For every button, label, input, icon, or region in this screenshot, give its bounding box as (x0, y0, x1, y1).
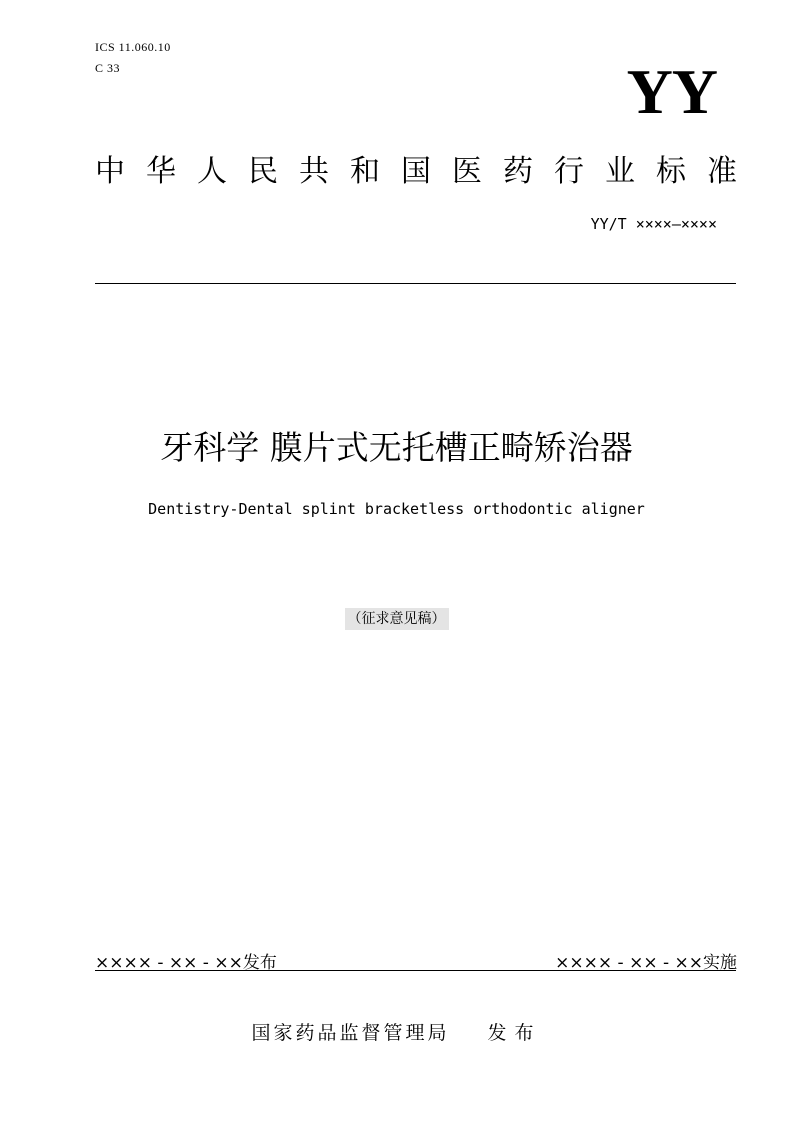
standard-title-char: 华 (146, 154, 176, 189)
standard-title-char: 标 (656, 154, 686, 189)
document-title-en: Dentistry-Dental splint bracketless orthodontic aligner (148, 500, 645, 518)
ics-code: ICS 11.060.10 (95, 40, 171, 54)
document-title-cn: 牙科学 膜片式无托槽正畸矫治器 (160, 428, 633, 467)
standard-title-char: 民 (248, 154, 278, 189)
standard-title-char: 和 (350, 154, 380, 189)
standard-title-char: 医 (452, 154, 482, 189)
standard-title-char: 人 (197, 154, 227, 189)
standard-number: YY/T ××××—×××× (590, 215, 717, 233)
standard-type-title (95, 152, 737, 192)
standard-title-char: 中 (95, 154, 125, 189)
standard-title-char: 业 (605, 154, 635, 189)
standard-title-char: 国 (401, 154, 431, 189)
standard-title-char: 共 (299, 154, 329, 189)
ccs-code: C 33 (95, 61, 121, 75)
footer-divider (95, 970, 736, 971)
release-date: ×××× - ×× - ××发布 (95, 953, 277, 973)
effective-date: ×××× - ×× - ××实施 (555, 953, 737, 973)
draft-label-wrapper (0, 608, 793, 630)
draft-label: （征求意见稿） (345, 608, 449, 630)
standard-title-char: 药 (503, 154, 533, 189)
publish-label: 发布 (487, 1022, 542, 1044)
yy-logo: YY (626, 56, 717, 127)
issuing-authority: 国家药品监督管理局 (251, 1022, 450, 1044)
issuer-line (0, 1018, 793, 1045)
standard-title-char: 行 (554, 154, 584, 189)
header-divider (95, 283, 736, 284)
standard-title-char: 准 (707, 154, 737, 189)
